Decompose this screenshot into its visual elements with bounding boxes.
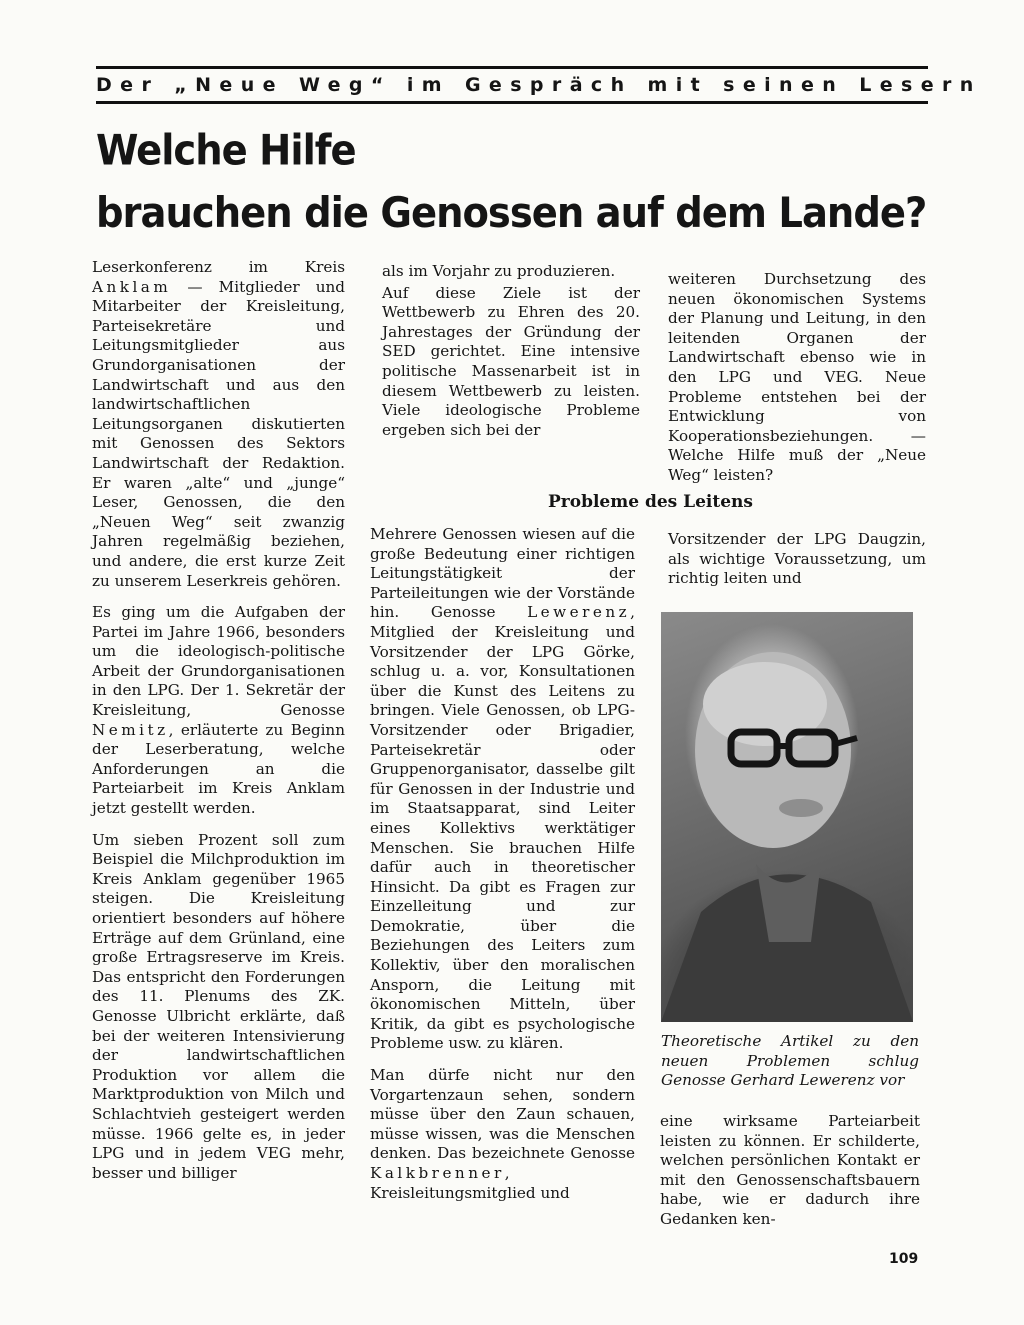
col2-paragraph-4: Man dürfe nicht nur den Vorgartenzaun sehen, sondern müsse über den Zaun schauen, müsse wissen, was die Menschen denken. Das bezeichnete Genosse Kalkbrenner, Kreisleitungsmitglied und	[370, 1066, 635, 1202]
person-name-lewerenz: Lewerenz	[527, 603, 631, 622]
portrait-illustration	[661, 612, 913, 1022]
col2-paragraph-1: als im Vorjahr zu produzieren.	[382, 262, 616, 280]
column-3-bottom	[660, 1112, 920, 1242]
col3-paragraph-2: Vorsitzender der LPG Daugzin, als wichtige Voraussetzung, um richtig leiten und	[668, 530, 926, 588]
col1-paragraph-3: Um sieben Prozent soll zum Beispiel die Milchproduktion im Kreis Anklam gegenüber 1965 steigen. Die Kreisleitung orientiert besonders auf höhere Erträge auf dem Grünland, eine große Ertragsreserve im Kreis. Das entspricht den Forderungen des 11. Plenums des ZK. Genosse Ulbricht erklärte, daß bei der weiteren Intensivierung der landwirtschaftlichen Produktion vor allem die Marktproduktion von Milch und Schlachtvieh gesteigert werden müsse. 1966 gelte es, in jeder LPG und in jedem VEG mehr, besser und billiger	[92, 830, 345, 1182]
col3-paragraph-1: weiteren Durchsetzung des neuen ökonomischen Systems der Planung und Leitung, in den leitenden Organen der Landwirtschaft ebenso wie in den LPG und VEG. Neue Probleme entstehen bei der Entwicklung von Kooperationsbeziehungen. — Welche Hilfe muß der „Neue Weg“ leisten?	[668, 270, 926, 484]
column-3-mid	[668, 530, 926, 601]
person-name-kalkbrenner: Kalkbrenner	[370, 1164, 505, 1182]
column-2-bottom	[370, 525, 635, 1215]
col1-paragraph-2: Es ging um die Aufgaben der Partei im Jahre 1966, besonders um die ideologisch-politische Arbeit der Grundorganisationen in den LPG. Der 1. Sekretär der Kreisleitung, Genosse Nemitz, erläuterte zu Beginn der Leserberatung, welche Anforderungen an die Parteiarbeit im Kreis Anklam jetzt gestellt werden.	[92, 603, 345, 818]
col2-paragraph-2: Auf diese Ziele ist der Wettbewerb zu Ehren des 20. Jahrestages der Gründung der SED gerichtet. Eine intensive politische Massenarbeit ist in diesem Wettbewerb zu leisten. Viele ideologische Probleme ergeben sich bei der	[382, 283, 640, 439]
kicker: Der „Neue Weg“ im Gespräch mit seinen Lesern	[96, 74, 982, 96]
column-2-top	[382, 262, 640, 452]
place-name-anklam: Anklam	[92, 277, 172, 296]
column-3-top	[668, 270, 926, 498]
col2-paragraph-3: Mehrere Genossen wiesen auf die große Bedeutung einer richtigen Leitungstätigkeit der Parteileitungen wie der Vorstände hin. Genosse Lewerenz, Mitglied der Kreisleitung und Vorsitzender der LPG Görke, schlug u. a. vor, Konsultationen über die Kunst des Leitens zu bringen. Viele Genossen, ob LPG-Vorsitzender oder Brigadier, Parteisekretär oder Gruppenorganisator, dasselbe gilt für Genossen in der Industrie und im Staatsapparat, sind Leiter eines Kollektivs werktätiger Menschen. Sie brauchen Hilfe dafür auch in theoretischer Hinsicht. Da gibt es Fragen zur Einzelleitung und zur Demokratie, über die Beziehungen des Leiters zum Kollektiv, über den moralischen Ansporn, die Leitung mit ökonomischen Mitteln, über Kritik, da gibt es psychologische Probleme usw. zu klären.	[370, 525, 635, 1053]
col3-paragraph-3: eine wirksame Parteiarbeit leisten zu können. Er schilderte, welchen persönlichen Kontakt er mit den Genossenschaftsbauern habe, wie er dadurch ihre Gedanken ken-	[660, 1112, 920, 1228]
portrait-photo	[661, 612, 913, 1022]
top-rule	[96, 66, 928, 69]
headline	[96, 120, 936, 245]
photo-caption: Theoretische Artikel zu den neuen Problemen schlug Genosse Gerhard Lewerenz vor	[661, 1032, 919, 1090]
col1-paragraph-1: Leserkonferenz im Kreis Anklam — Mitglieder und Mitarbeiter der Kreisleitung, Parteisekretäre und Leitungsmitglieder aus Grundorganisationen der Landwirtschaft und aus den landwirtschaftlichen Leitungsorganen diskutierten mit Genossen des Sektors Landwirtschaft der Redaktion. Er waren „alte“ und „junge“ Leser, Genossen, die den „Neuen Weg“ seit zwanzig Jahren regelmäßig beziehen, und andere, die erst kurze Zeit zu unserem Leserkreis gehören.	[92, 258, 345, 590]
kicker-rule	[96, 101, 928, 104]
headline-line-2: brauchen die Genossen auf dem Lande?	[96, 189, 927, 238]
column-1	[92, 258, 345, 1195]
headline-line-1: Welche Hilfe	[96, 126, 356, 176]
page-number: 109	[889, 1251, 919, 1267]
person-name-nemitz: Nemitz	[92, 720, 169, 739]
section-heading: Probleme des Leitens	[548, 492, 753, 512]
